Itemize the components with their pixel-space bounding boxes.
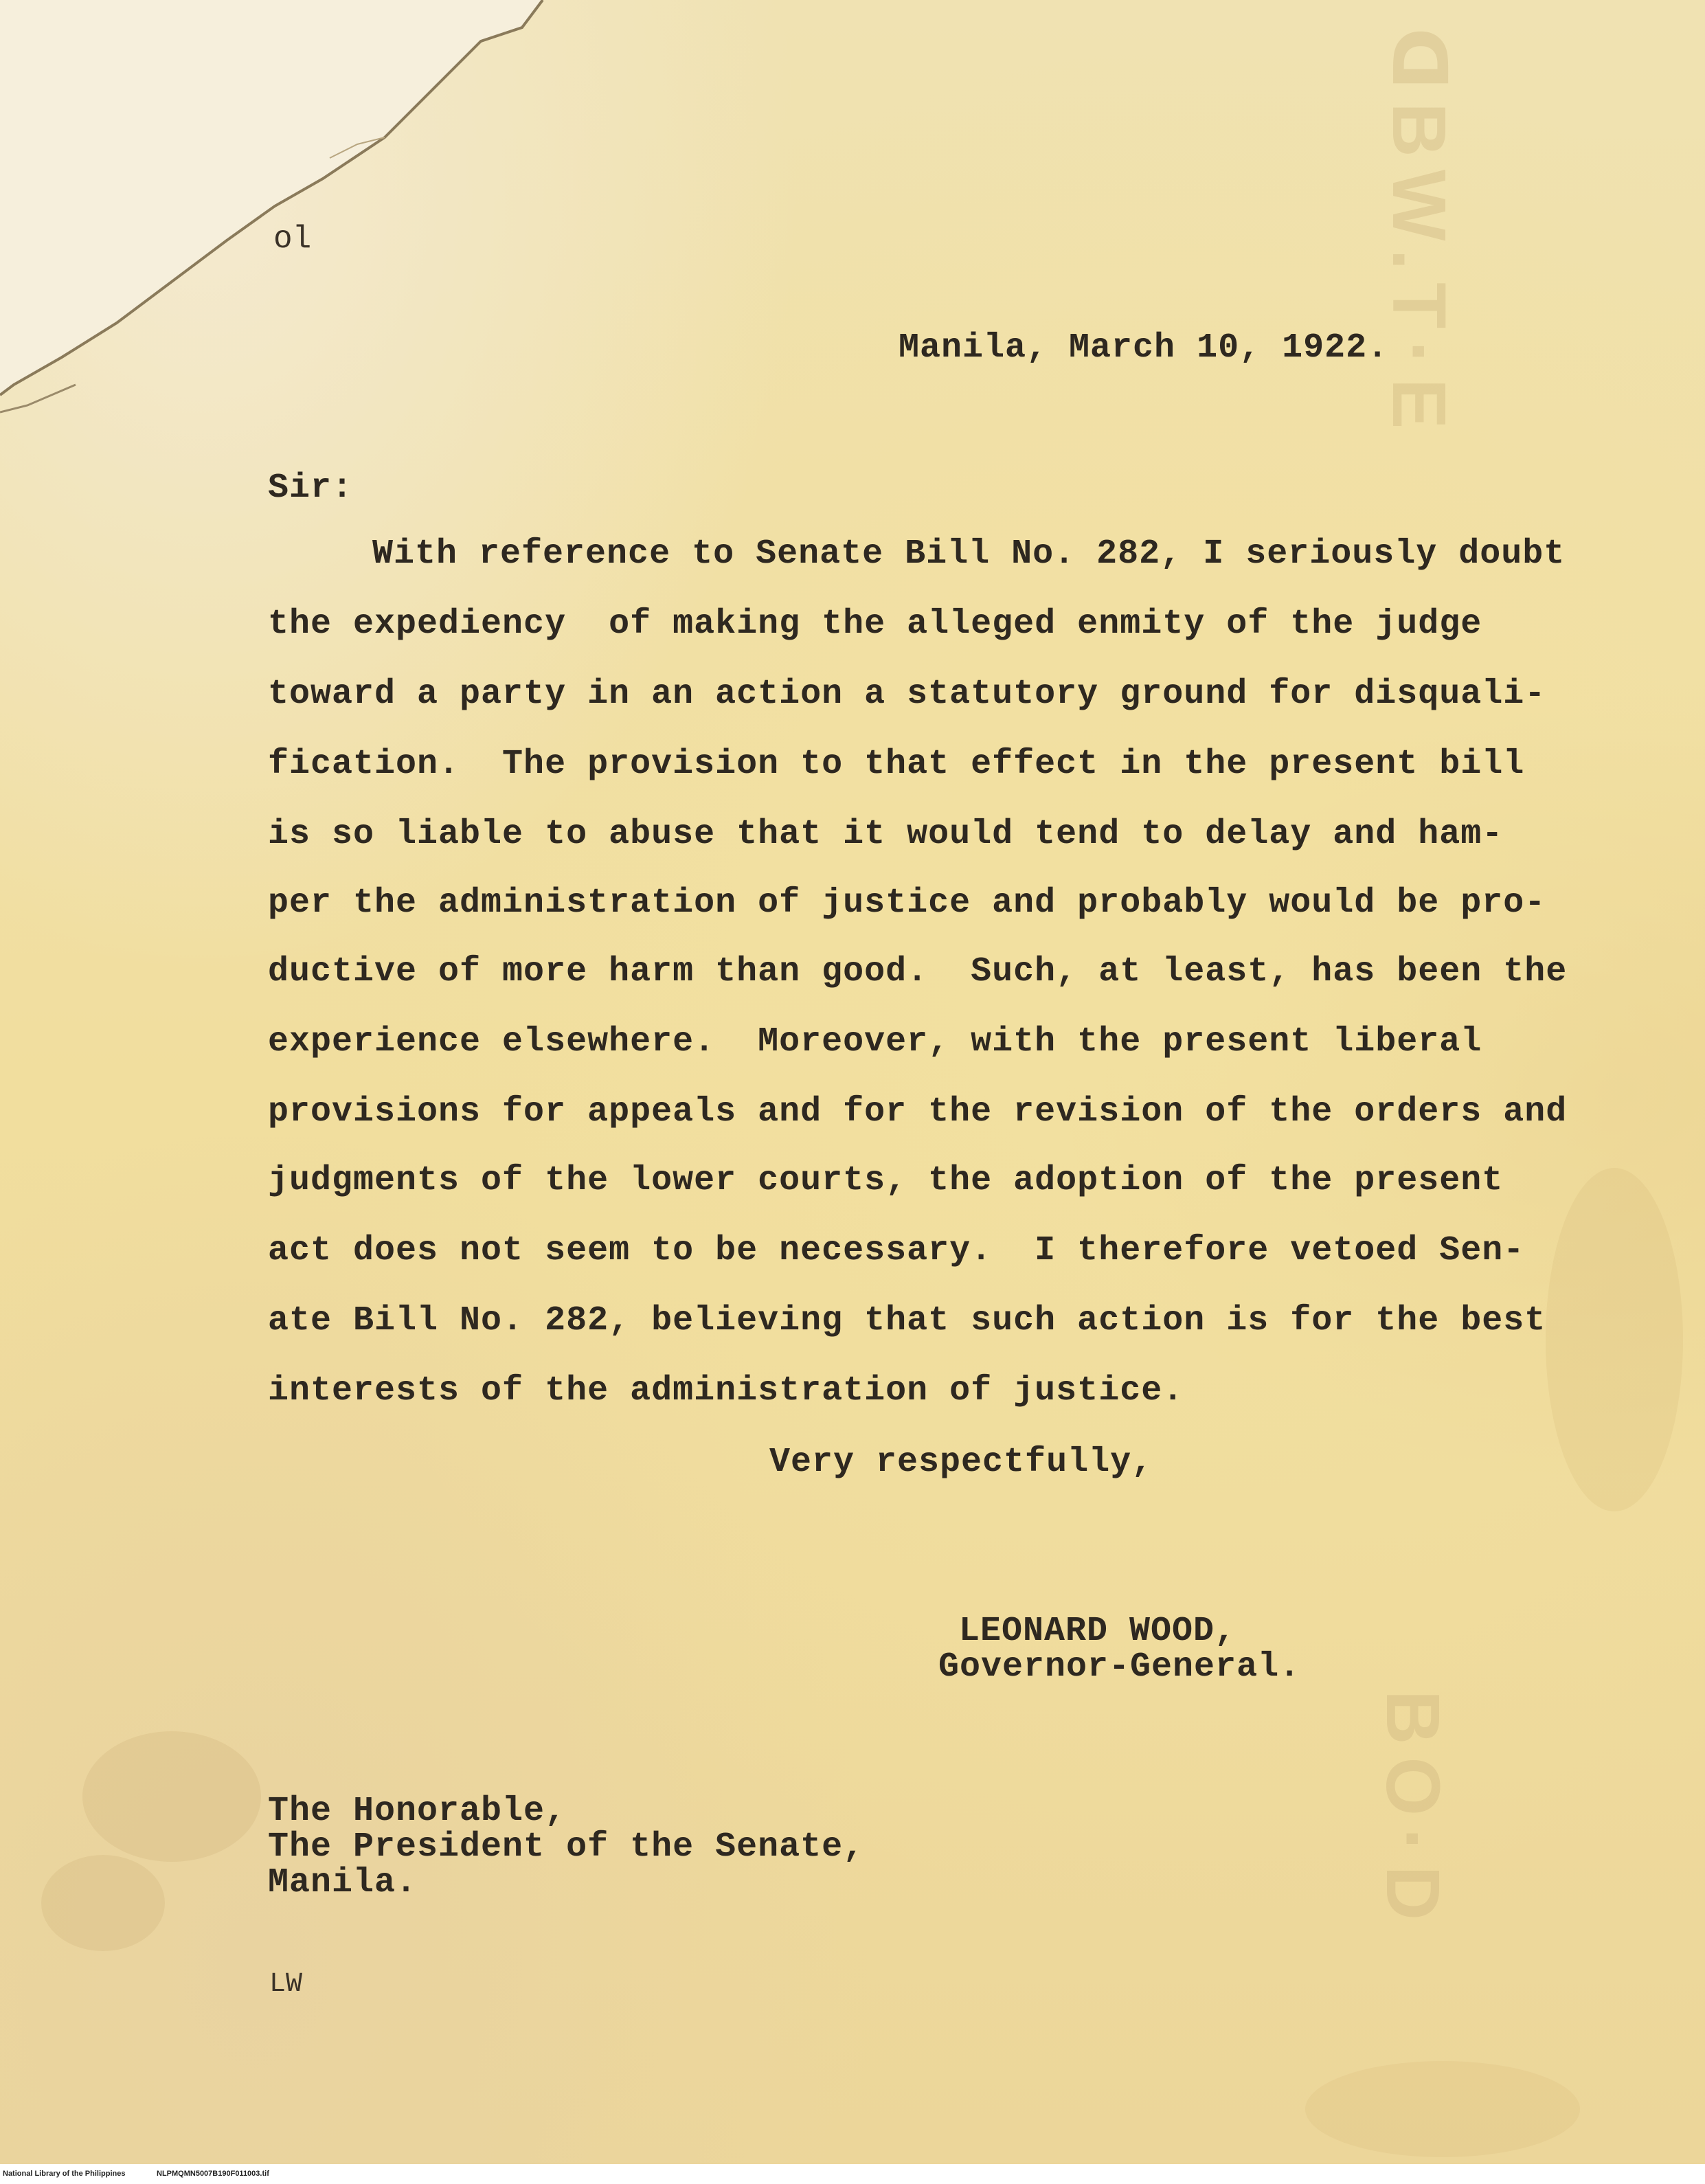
addressee-line: The President of the Senate, — [268, 1827, 865, 1867]
body-line: ductive of more harm than good. Such, at least, has been the — [268, 952, 1568, 991]
body-line: is so liable to abuse that it would tend to delay and ham- — [268, 815, 1504, 854]
body-line: provisions for appeals and for the revision of the orders and — [268, 1092, 1568, 1132]
body-line: act does not seem to be necessary. I therefore vetoed Sen- — [268, 1231, 1525, 1270]
paper-stain — [82, 1731, 261, 1862]
addressee-line: Manila. — [268, 1863, 418, 1902]
footer-file-id: NLPMQMN5007B190F011003.tif — [157, 2170, 269, 2178]
embossed-seal-mark: ᗡBW.T·E — [1377, 27, 1461, 442]
paper-stain — [1546, 1168, 1683, 1511]
addressee-line: The Honorable, — [268, 1792, 567, 1831]
body-line: judgments of the lower courts, the adoption of the present — [268, 1161, 1504, 1200]
body-line: per the administration of justice and probably would be pro- — [268, 883, 1546, 923]
dateline: Manila, March 10, 1922. — [899, 328, 1389, 368]
body-line: experience elsewhere. Moreover, with the present liberal — [268, 1022, 1482, 1061]
closing: Very respectfully, — [769, 1443, 1153, 1482]
reference-mark: ol — [273, 221, 312, 257]
body-line: the expediency of making the alleged enmity of the judge — [268, 605, 1482, 644]
paper-stain — [1305, 2061, 1580, 2157]
body-line: toward a party in an action a statutory ground for disquali- — [268, 675, 1546, 714]
signature-name: LEONARD WOOD, — [959, 1612, 1237, 1651]
embossed-seal-mark: BO·D — [1370, 1690, 1455, 1933]
paper-stain — [41, 1855, 165, 1951]
body-line: ate Bill No. 282, believing that such action is for the best — [268, 1301, 1546, 1340]
initials: LW — [269, 1969, 303, 2000]
footer-institution: National Library of the Philippines — [3, 2170, 126, 2178]
body-line: With reference to Senate Bill No. 282, I seriously doubt — [372, 534, 1566, 574]
salutation: Sir: — [268, 469, 354, 508]
signature-title: Governor-General. — [938, 1647, 1301, 1687]
body-line: interests of the administration of justice. — [268, 1371, 1184, 1410]
body-line: fication. The provision to that effect in the present bill — [268, 745, 1525, 784]
torn-corner — [0, 0, 563, 426]
